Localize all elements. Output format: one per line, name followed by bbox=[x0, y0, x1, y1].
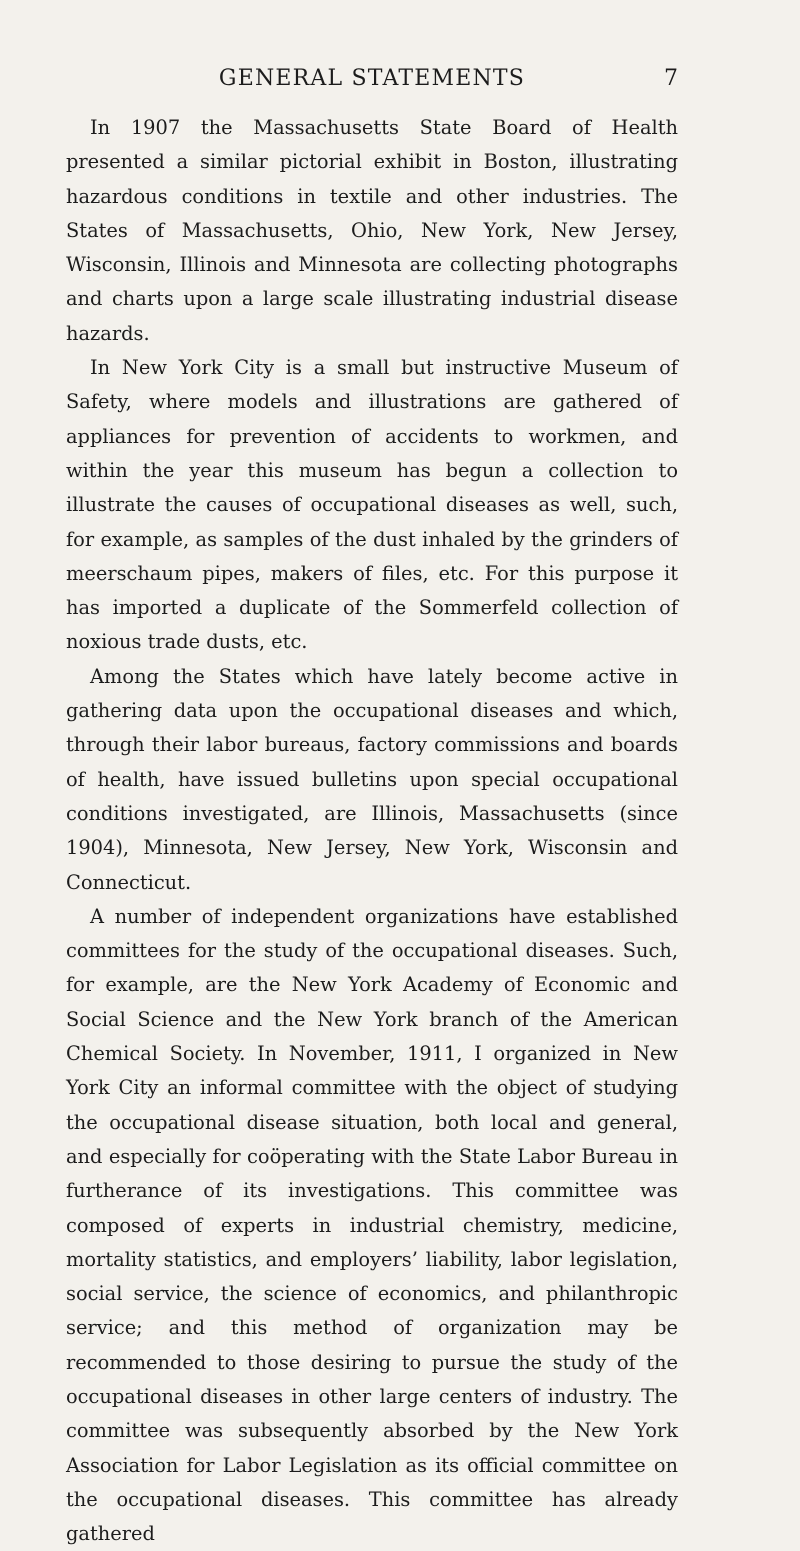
body-text bbox=[66, 111, 678, 1551]
running-title: GENERAL STATEMENTS bbox=[218, 66, 526, 91]
page-number: 7 bbox=[664, 66, 678, 91]
paragraph: A number of independent organizations have established committees for the study of the occupational diseases. Such, for example, are the New York Academy of Economic and Social Science and the New York branch of the American Chemical Society. In November, 1911, I organized in New York City an informal committee with the object of studying the occupational disease situation, both local and general, and especially for coöperating with the State Labor Bureau in furtherance of its investigations. This committee was composed of experts in industrial chemistry, medicine, mortality statistics, and employers’ liability, labor legislation, social service, the science of economics, and philanthropic service; and this method of organization may be recommended to those desiring to pursue the study of the occupational diseases in other large centers of industry. The committee was subsequently absorbed by the New York Association for Labor Legislation as its official committee on the occupational diseases. This committee has already gathered bbox=[66, 904, 678, 1546]
paragraph: In New York City is a small but instructive Museum of Safety, where models and illustrations are gathered of appliances for prevention of accidents to workmen, and within the year this museum has begun a collection to illustrate the causes of occupational diseases as well, such, for example, as samples of the dust inhaled by the grinders of meerschaum pipes, makers of files, etc. For this purpose it has imported a duplicate of the Sommerfeld collection of noxious trade dusts, etc. bbox=[66, 356, 678, 654]
running-head bbox=[66, 66, 678, 98]
paragraph: In 1907 the Massachusetts State Board of Health presented a similar pictorial exhibit in Boston, illustrating hazardous conditions in textile and other industries. The States of Massachusetts, Ohio, New York, New Jersey, Wisconsin, Illinois and Minnesota are collecting photographs and charts upon a large scale illustrating industrial disease hazards. bbox=[66, 116, 678, 345]
paragraph: Among the States which have lately become active in gathering data upon the occupational diseases and which, through their labor bureaus, factory commissions and boards of health, have issued bulletins upon special occupational conditions investigated, are Illinois, Massachusetts (since 1904), Minnesota, New Jersey, New York, Wisconsin and Connecticut. bbox=[66, 664, 678, 894]
